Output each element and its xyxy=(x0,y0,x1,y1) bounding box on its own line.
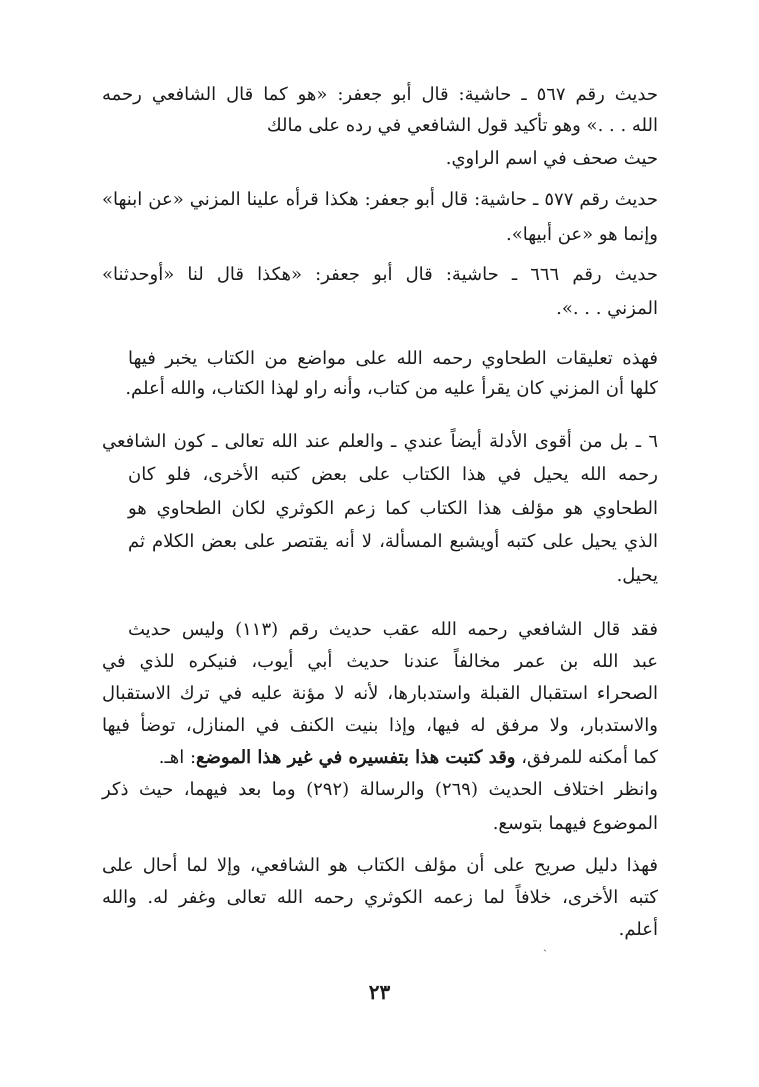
point-6-line-2: رحمه الله يحيل في هذا الكتاب على بعض كتبه الأخرى، فلو كان xyxy=(128,464,658,485)
quote-line-5 xyxy=(102,745,658,771)
stray-mark: ˎ xyxy=(543,938,547,952)
point-6-line-5: يحيل. xyxy=(616,565,658,586)
note-567-line-2: الله . . .» وهو تأكيد قول الشافعي في رده على مالك xyxy=(266,115,658,136)
note-666-line-2: المزني . . .». xyxy=(556,298,658,319)
note-567-line-1: حديث رقم ٥٦٧ ـ حاشية: قال أبو جعفر: «هو كما قال الشافعي رحمه xyxy=(102,84,659,105)
quote-line-6: وانظر اختلاف الحديث (٢٦٩) والرسالة (٢٩٢) وما بعد فيهما، حيث ذكر xyxy=(102,779,658,800)
summary-line-2: كلها أن المزني كان يقرأ عليه من كتاب، وأنه راو لهذا الكتاب، والله أعلم. xyxy=(125,378,658,399)
quote-line-4: والاستدبار، ولا مرفق له فيها، وإذا بنيت الكنف في المنازل، توضأ فيها xyxy=(102,715,658,736)
point-6-line-3: الطحاوي هو مؤلف هذا الكتاب كما زعم الكوثري لكان الطحاوي هو xyxy=(128,498,658,519)
quote-line-2: عبد الله بن عمر مخالفاً عندنا حديث أبي أيوب، فنيكره للذي في xyxy=(102,651,658,672)
quote-line-5-end: : اهـ. xyxy=(158,747,197,768)
note-577-line-1: حديث رقم ٥٧٧ ـ حاشية: قال أبو جعفر: هكذا قرأه علينا المزني «عن ابنها» xyxy=(102,189,658,210)
note-666-line-1: حديث رقم ٦٦٦ ـ حاشية: قال أبو جعفر: «هكذا قال لنا «أوحدثنا» xyxy=(102,264,658,285)
quote-line-5-start: كما أمكنه للمرفق، xyxy=(515,747,658,768)
quote-line-7: الموضوع فيهما بتوسع. xyxy=(492,813,658,834)
point-6-line-4: الذي يحيل على كتبه أويشبع المسألة، لا أنه يقتصر على بعض الكلام ثم xyxy=(128,531,658,552)
conclusion-line-1: فهذا دليل صريح على أن مؤلف الكتاب هو الشافعي، وإلا لما أحال على xyxy=(102,855,658,876)
quote-line-3: الصحراء استقبال القبلة واستدبارها، لأنه لا مؤنة عليه في ترك الاستقبال xyxy=(102,683,658,704)
conclusion-line-3: أعلم. xyxy=(618,919,658,940)
quote-line-1: فقد قال الشافعي رحمه الله عقب حديث رقم (١١٣) وليس حديث xyxy=(128,619,658,640)
note-577-line-2: وإنما هو «عن أبيها». xyxy=(506,224,658,245)
quote-emphasis: وقد كتبت هذا بتفسيره في غير هذا الموضع xyxy=(196,747,516,768)
summary-line-1: فهذه تعليقات الطحاوي رحمه الله على مواضع من الكتاب يخبر فيها xyxy=(128,348,658,369)
conclusion-line-2: كتبه الأخرى، خلافاً لما زعمه الكوثري رحمه الله تعالى وغفر له. والله xyxy=(102,887,658,908)
point-6-line-1: ٦ ـ بل من أقوى الأدلة أيضاً عندي ـ والعلم عند الله تعالى ـ كون الشافعي xyxy=(102,431,658,452)
note-567-line-3: حيث صحف في اسم الراوي. xyxy=(445,148,658,169)
page-number: ٢٣ xyxy=(368,980,391,1004)
